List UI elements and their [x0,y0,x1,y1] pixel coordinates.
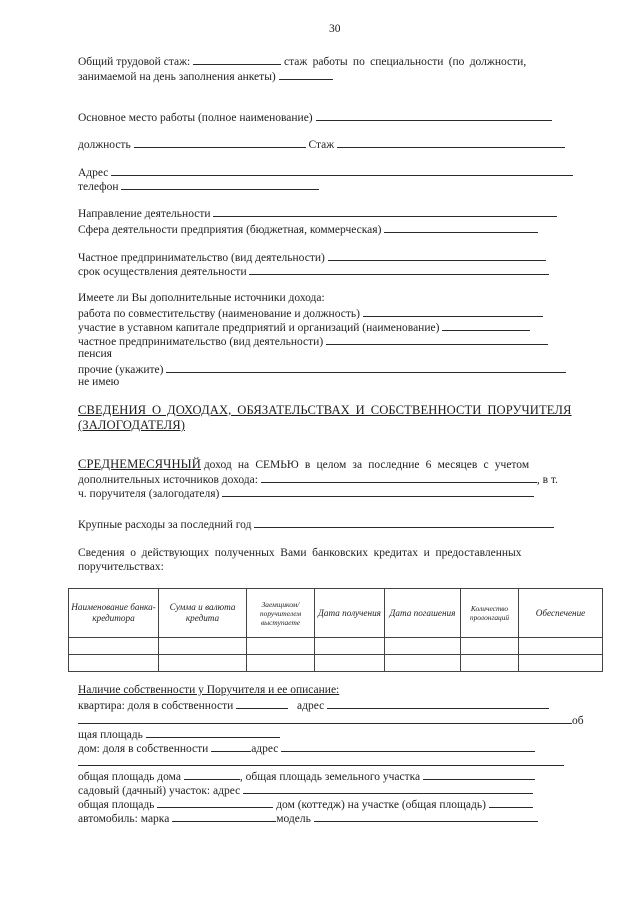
apartment-share-field[interactable] [236,698,288,709]
address-field[interactable] [111,165,573,176]
garden-line [78,783,533,798]
col-header-date-repaid: Дата погашения [385,589,461,638]
house-area-label: общая площадь дома [78,771,181,783]
expenses-field[interactable] [254,517,554,528]
garden-address-field[interactable] [243,783,533,794]
house-share-label: дом: доля в собственности [78,743,209,755]
private-income-line [78,334,548,349]
table-cell[interactable] [315,638,385,655]
monthly-income-line-3 [78,486,534,501]
position-field[interactable] [134,137,306,148]
total-experience-field[interactable] [193,54,281,65]
table-row [69,638,603,655]
car-line [78,811,538,826]
main-workplace-label: Основное место работы (полное наименование) [78,112,313,124]
sphere-line [78,222,538,237]
col-header-role: Заемщиком/ поручителем выступаете [247,589,315,638]
garden-area-label: общая площадь [78,799,155,811]
car-brand-field[interactable] [172,811,276,822]
house-address-cont-line [78,755,564,770]
table-header-row [69,589,603,638]
sphere-field[interactable] [384,222,538,233]
direction-label: Направление деятельности [78,208,211,220]
land-area-label: , общая площадь земельного участка [239,771,421,783]
house-address-label: адрес [251,743,279,755]
property-title: Наличие собственности у Поручителя и ее описание: [78,684,340,696]
position-label: должность [78,139,131,151]
apartment-area-label-start: об [572,715,584,727]
phone-line [78,179,319,194]
other-income-label: прочие (укажите) [78,364,164,376]
house-address-field-cont[interactable] [78,755,564,766]
col-header-bank: Наименование банка-кредитора [69,589,159,638]
col-header-collateral: Обеспечение [519,589,603,638]
car-model-field[interactable] [314,811,538,822]
land-area-field[interactable] [423,769,535,780]
credits-line-2: поручительствах: [78,561,164,573]
phone-field[interactable] [121,179,319,190]
other-income-field[interactable] [166,362,566,373]
monthly-income-label-tail: , в т. [536,474,558,486]
cottage-area-field[interactable] [489,797,533,808]
specialty-experience-label-cont: занимаемой на день заполнения анкеты) [78,71,276,83]
income-question: Имеете ли Вы дополнительные источники дохода: [78,292,325,304]
total-experience-label: Общий трудовой стаж: [78,56,191,68]
business-period-line [78,264,549,279]
business-period-label: срок осуществления деятельности [78,266,247,278]
col-header-date-received: Дата получения [315,589,385,638]
address-label: Адрес [78,167,109,179]
car-model-label: модель [276,813,311,825]
monthly-income-label-cont: дополнительных источников дохода: [78,474,258,486]
apartment-line [78,698,549,713]
no-income-label: не имею [78,376,120,388]
other-income-line [78,362,566,377]
monthly-income-field[interactable] [261,472,537,483]
monthly-income-label: доход на СЕМЬЮ в целом за последние 6 месяцев с учетом [203,459,530,471]
part-time-field[interactable] [363,306,543,317]
page-number: 30 [329,23,341,35]
car-brand-label: автомобиль: марка [78,813,170,825]
house-line [78,741,535,756]
table-cell[interactable] [247,655,315,672]
capital-field[interactable] [442,320,530,331]
table-cell[interactable] [159,638,247,655]
expenses-label: Крупные расходы за последний год [78,519,252,531]
expenses-line [78,517,554,532]
cottage-area-label: дом (коттедж) на участке (общая площадь) [276,799,486,811]
capital-line [78,320,530,335]
private-business-field[interactable] [328,250,546,261]
main-workplace-line [78,110,552,125]
credits-line-1: Сведения о действующих полученных Вами банковских кредитах и предоставленных [78,547,522,559]
apartment-address-field-cont[interactable] [78,713,572,724]
private-business-line [78,250,546,265]
table-row [69,655,603,672]
section-heading-line-2: (ЗАЛОГОДАТЕЛЯ) [78,418,186,432]
apartment-address-cont-line [78,713,584,728]
table-cell[interactable] [385,655,461,672]
stazh-label: Стаж [308,139,335,151]
house-area-field[interactable] [184,769,240,780]
position-line [78,137,565,152]
specialty-experience-label: стаж работы по специальности (по должности, [283,56,527,68]
stazh-field[interactable] [337,137,565,148]
phone-label: телефон [78,181,119,193]
direction-field[interactable] [213,206,557,217]
pension-label: пенсия [78,348,112,360]
table-cell[interactable] [69,638,159,655]
apartment-area-line [78,727,280,742]
table-cell[interactable] [69,655,159,672]
apartment-area-field[interactable] [146,727,280,738]
table-cell[interactable] [385,638,461,655]
table-cell[interactable] [159,655,247,672]
table-cell[interactable] [461,655,519,672]
house-address-field[interactable] [281,741,535,752]
credits-table [68,588,603,672]
part-time-label: работа по совместительству (наименование и должность) [78,308,360,320]
monthly-income-keyword: СРЕДНЕМЕСЯЧНЫЙ [78,457,201,471]
part-time-line [78,306,543,321]
house-share-field[interactable] [211,741,251,752]
main-workplace-field[interactable] [316,110,552,121]
specialty-experience-field[interactable] [279,69,333,80]
apartment-address-label: адрес [297,700,325,712]
table-cell[interactable] [461,638,519,655]
garden-address-label: садовый (дачный) участок: адрес [78,785,241,797]
house-area-line [78,769,535,784]
direction-line [78,206,557,221]
apartment-address-field[interactable] [327,698,549,709]
table-cell[interactable] [519,655,603,672]
garden-area-line [78,797,533,812]
col-header-prolongations: Количество пролонгаций [461,589,519,638]
monthly-income-line-1 [78,458,529,472]
private-income-label: частное предпринимательство (вид деятельности) [78,336,324,348]
table-cell[interactable] [519,638,603,655]
guarantor-income-label: ч. поручителя (залогодателя) [78,488,220,500]
apartment-area-label: щая площадь [78,729,143,741]
garden-area-field[interactable] [157,797,273,808]
col-header-amount: Сумма и валюта кредита [159,589,247,638]
guarantor-income-field[interactable] [222,486,534,497]
sphere-label: Сфера деятельности предприятия (бюджетная, коммерческая) [78,224,382,236]
apartment-share-label: квартира: доля в собственности [78,700,234,712]
private-business-label: Частное предпринимательство (вид деятельности) [78,252,325,264]
table-cell[interactable] [247,638,315,655]
section-heading-line-1: СВЕДЕНИЯ О ДОХОДАХ, ОБЯЗАТЕЛЬСТВАХ И СОБСТВЕННОСТИ ПОРУЧИТЕЛЯ [78,403,572,417]
private-income-field[interactable] [326,334,548,345]
capital-label: участие в уставном капитале предприятий и организаций (наименование) [78,322,440,334]
table-cell[interactable] [315,655,385,672]
business-period-field[interactable] [249,264,549,275]
monthly-income-line-2 [78,472,558,487]
experience-line-2 [78,69,333,84]
address-line [78,165,573,180]
experience-line-1 [78,54,526,69]
